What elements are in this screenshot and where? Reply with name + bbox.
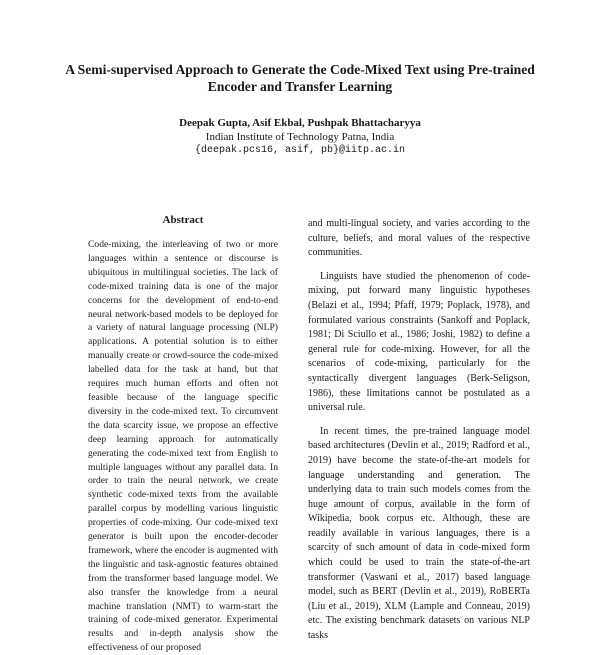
author-emails: {deepak.pcs16, asif, pb}@iitp.ac.in (194, 145, 406, 156)
intro-paragraph: Linguists have studied the phenomenon of code-mixing, put forward many linguistic hypotheses (Belazi et al., 1994; Pfaff, 1979; Poplack, 1978), and formulated various constraints (Sankoff and Poplack, 1981; Di Sciullo et al., 1986; Joshi, 1982) to define a general rule for code-mixing. However, for all the scenarios of code-mixing, particularly for the syntactically divergent languages (Berk-Seligson, 1986), these limitations cannot be postulated as a universal rule. (308, 270, 530, 414)
intro-paragraph-continued: and multi-lingual society, and varies according to the culture, beliefs, and moral values of the respective communities. (308, 218, 530, 259)
abstract-heading: Abstract (162, 214, 204, 226)
paper-title: A Semi-supervised Approach to Generate the Code-Mixed Text using Pre-trained Encoder and Transfer Learning (65, 62, 535, 94)
affiliation: Indian Institute of Technology Patna, India (205, 131, 395, 143)
authors: Deepak Gupta, Asif Ekbal, Pushpak Bhattacharyya (179, 117, 421, 129)
abstract-body: Code-mixing, the interleaving of two or more languages within a sentence or discourse is ubiquitous in multilingual societies. The lack of code-mixed training data is one of the major concerns for the development of end-to-end neural network-based models to be deployed for a variety of natural language processing (NLP) applications. A potential solution is to either manually create or crowd-source the code-mixed labelled data for the task at hand, but that requires much human efforts and often not feasible because of the language specific diversity in the code-mixed text. To circumvent the data scarcity issue, we propose an effective deep learning approach for automatically generating the code-mixed text from English to multiple languages without any parallel data. In order to train the neural network, we create synthetic code-mixed texts from the available parallel corpus by modelling various linguistic properties of code-mixing. Our code-mixed text generator is built upon the encoder-decoder framework, where the encoder is augmented with the linguistic and task-agnostic features obtained from the transformer based language model. We also transfer the knowledge from a neural machine translation (NMT) to warm-start the training of code-mixed generator. Experimental results and in-depth analysis show the effectiveness of our proposed (88, 239, 278, 654)
intro-paragraph: In recent times, the pre-trained language model based architectures (Devlin et al., 2019; Radford et al., 2019) have become the state-of-the-art models for language understanding and generation. The underlying data to train such models comes from the huge amount of corpus, available in the form of Wikipedia, book corpus etc. Although, these are readily available in various languages, there is a scarcity of such amount of data in code-mixed form which could be used to train the state-of-the-art transformer (Vaswani et al., 2017) based language model, such as BERT (Devlin et al., 2019), RoBERTa (Liu et al., 2019), XLM (Lample and Conneau, 2019) etc. The existing benchmark datasets on various NLP tasks (308, 425, 530, 642)
introduction-column (308, 217, 530, 644)
